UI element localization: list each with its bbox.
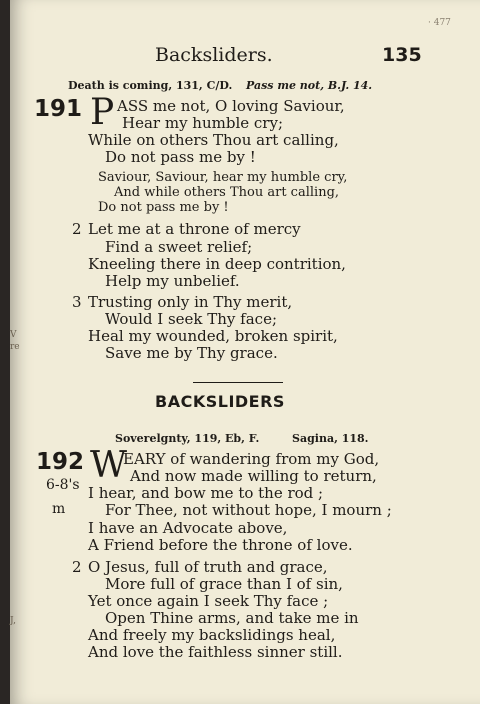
tune-ref-left: Death is coming, 131, C/D. (68, 79, 233, 92)
verse-line: And freely my backslidings heal, (88, 626, 336, 644)
chorus-line: And while others Thou art calling, (114, 185, 340, 200)
chorus-line: Saviour, Saviour, hear my humble cry, (98, 170, 348, 185)
hymnal-page (10, 0, 480, 704)
drop-cap: P (90, 92, 115, 133)
meter-note: 6-8's (46, 477, 80, 493)
verse-line: Do not pass me by ! (105, 148, 256, 166)
verse-line: A Friend before the throne of love. (88, 536, 353, 554)
verse-number: 2 (72, 220, 82, 238)
verse-number: 3 (72, 293, 82, 311)
drop-cap: W (90, 445, 128, 486)
verse-line: For Thee, not without hope, I mourn ; (105, 501, 392, 519)
verse-line: O Jesus, full of truth and grace, (88, 558, 328, 576)
verse-line: Let me at a throne of mercy (88, 220, 301, 238)
verse-line: Save me by Thy grace. (105, 344, 278, 362)
verse-line: EARY of wandering from my God, (123, 450, 380, 468)
verse-line: And now made willing to return, (130, 467, 377, 485)
verse-number: 2 (72, 558, 82, 576)
verse-line: Hear my humble cry; (122, 114, 283, 132)
verse-line: ASS me not, O loving Saviour, (117, 97, 345, 115)
section-title: BACKSLIDERS (155, 392, 285, 411)
margin-mark: m (52, 501, 66, 517)
page-number: 135 (382, 44, 422, 66)
chorus-line: Do not pass me by ! (98, 200, 229, 215)
edge-mark: re (10, 342, 20, 352)
tune-ref-right: Sagina, 118. (292, 432, 369, 445)
section-divider (193, 382, 283, 383)
verse-line: Yet once again I seek Thy face ; (88, 592, 329, 610)
page-header-title: Backsliders. (155, 44, 273, 66)
verse-line: Would I seek Thy face; (105, 310, 277, 328)
verse-line: While on others Thou art calling, (88, 131, 339, 149)
edge-mark: V (10, 330, 17, 340)
verse-line: Kneeling there in deep contrition, (88, 255, 346, 273)
verse-line: Trusting only in Thy merit, (88, 293, 293, 311)
verse-line: Help my unbelief. (105, 272, 240, 290)
verse-line: And love the faithless sinner still. (88, 643, 343, 661)
corner-mark: · 477 (428, 18, 451, 28)
verse-line: Find a sweet relief; (105, 238, 253, 256)
tune-ref-right: Pass me not, B.J. 14. (246, 79, 373, 92)
verse-line: Open Thine arms, and take me in (105, 609, 359, 627)
verse-line: More full of grace than I of sin, (105, 575, 343, 593)
hymn-number: 191 (34, 96, 83, 122)
verse-line: Heal my wounded, broken spirit, (88, 327, 338, 345)
hymn-number: 192 (36, 449, 85, 475)
verse-line: I have an Advocate above, (88, 519, 288, 537)
edge-mark: J, (10, 616, 16, 626)
tune-ref-left: Soverelgnty, 119, Eb, F. (115, 432, 260, 445)
verse-line: I hear, and bow me to the rod ; (88, 484, 324, 502)
